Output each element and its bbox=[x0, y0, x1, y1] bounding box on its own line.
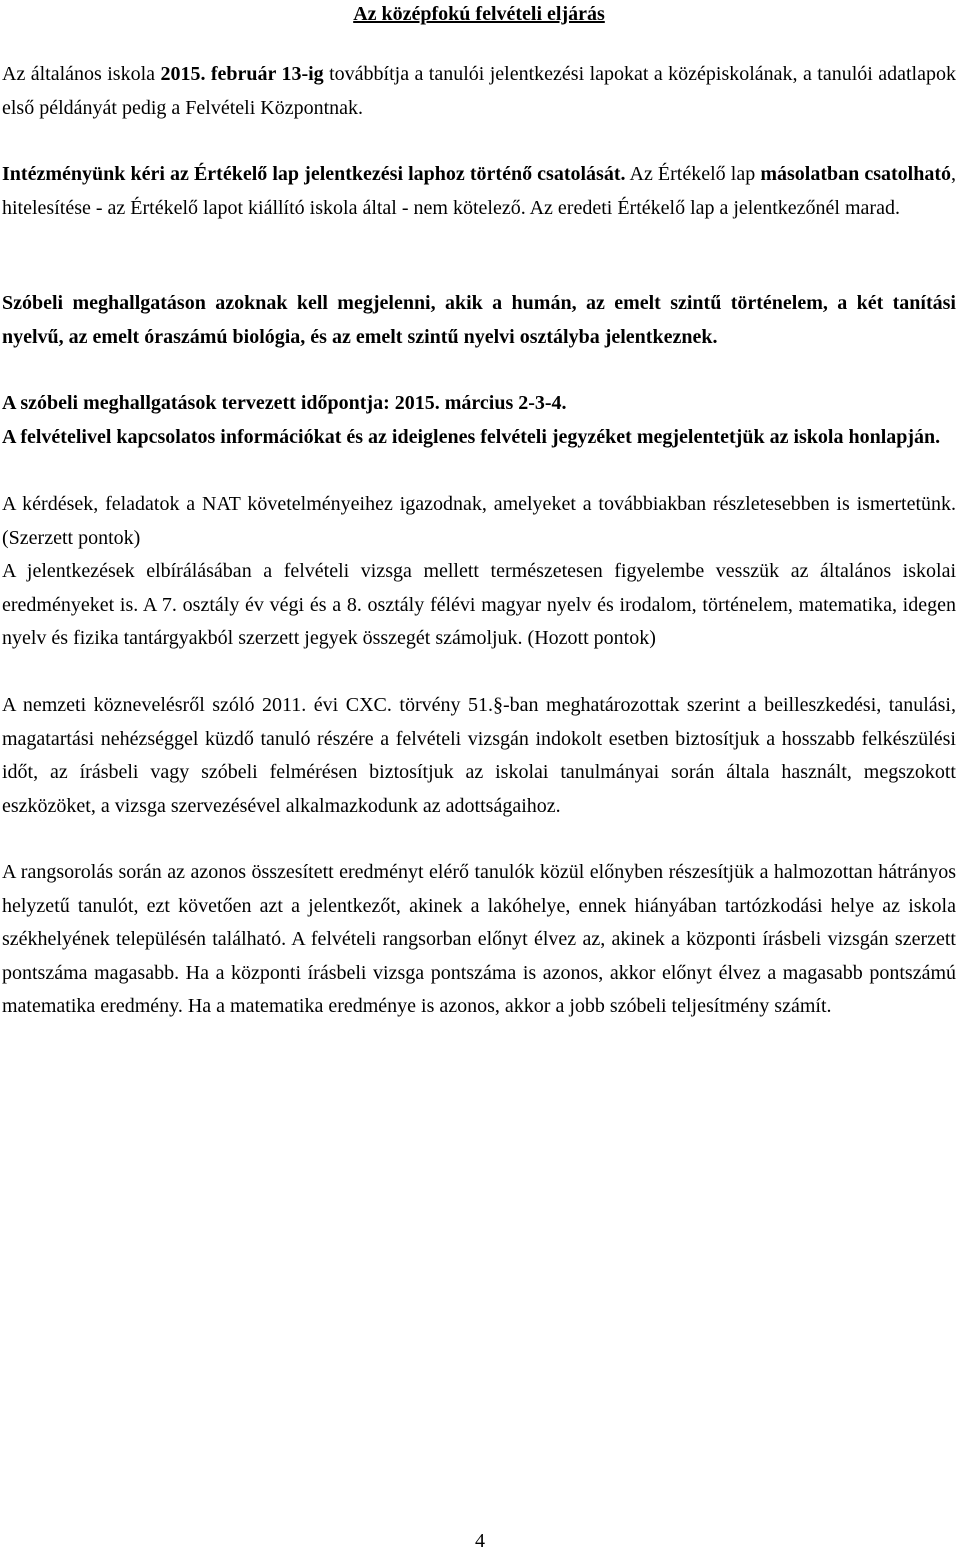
paragraph-nat-requirements: A kérdések, feladatok a NAT követelményeihez igazodnak, amelyeket a továbbiakban részletesebben is ismertetünk. (Szerzett pontok) bbox=[2, 493, 956, 549]
paragraph-oral-exam-date: A szóbeli meghallgatások tervezett időpontja: 2015. március 2-3-4. bbox=[2, 392, 567, 414]
paragraph-law: A nemzeti köznevelésről szóló 2011. évi CXC. törvény 51.§-ban meghatározottak szerint a beilleszkedési, tanulási, magatartási nehézséggel küzdő tanuló részére a felvételi vizsgán indokolt esetben biztosítjuk a hosszabb felkészülési időt, az írásbeli vagy szóbeli felmérésen biztosítjuk az iskolai tanulmányai során általa használt, megszokott eszközöket, a vizsga szervezésével alkalmazkodunk az adottságaihoz. bbox=[2, 694, 956, 817]
paragraph-ranking: A rangsorolás során az azonos összesített eredményt elérő tanulók közül előnyben részesítjük a halmozottan hátrányos helyzetű tanulót, ezt követően azt a jelentkezőt, akinek a lakóhelye, ennek hiányában tartózkodási helye az iskola székhelyének településén található. A felvételi rangsorban előnyt élvez az, akinek a központi írásbeli vizsgán szerzett pontszáma magasabb. Ha a központi írásbeli vizsga pontszáma is azonos, akkor előnyt élvez a magasabb pontszámú matematika eredmény. Ha a matematika eredménye is azonos, akkor a jobb szóbeli teljesítmény számít. bbox=[2, 861, 956, 1017]
deadline-date: 2015. február 13-ig bbox=[160, 63, 324, 85]
paragraph-website-info: A felvételivel kapcsolatos információkat és az ideiglenes felvételi jegyzéket megjelentetjük az iskola honlapján. bbox=[2, 426, 941, 448]
evaluation-rest: , hitelesítése - az Értékelő lapot kiállító iskola által - nem kötelező. Az eredeti Értékelő lap a jelentkezőnél marad. bbox=[2, 163, 956, 219]
evaluation-copy-intro: Az Értékelő lap bbox=[625, 163, 761, 185]
paragraph-deadline bbox=[2, 58, 956, 125]
paragraph-oral-exam: Szóbeli meghallgatáson azoknak kell megjelenni, akik a humán, az emelt szintű történelem, a két tanítási nyelvű, az emelt óraszámú biológia, és az emelt szintű nyelvi osztályba jelentkeznek. bbox=[2, 292, 956, 348]
deadline-rest: továbbítja a tanulói jelentkezési lapokat a középiskolának, a tanulói adatlapok első példányát pedig a Felvételi Központnak. bbox=[2, 63, 956, 119]
evaluation-request: Intézményünk kéri az Értékelő lap jelentkezési laphoz történő csatolását. bbox=[2, 163, 626, 185]
evaluation-copy-bold: másolatban csatolható bbox=[760, 163, 951, 185]
paragraph-grades: A jelentkezések elbírálásában a felvételi vizsga mellett természetesen figyelembe vesszük az általános iskolai eredményeket is. A 7. osztály év végi és a 8. osztály félévi magyar nyelv és irodalom, történelem, matematika, idegen nyelv és fizika tantárgyakból szerzett jegyek összegét számoljuk. (Hozott pontok) bbox=[2, 560, 956, 649]
page-number: 4 bbox=[475, 1530, 485, 1552]
page-title: Az középfokú felvételi eljárás bbox=[353, 3, 605, 25]
deadline-intro: Az általános iskola bbox=[2, 63, 161, 85]
paragraph-evaluation-sheet bbox=[2, 158, 956, 225]
